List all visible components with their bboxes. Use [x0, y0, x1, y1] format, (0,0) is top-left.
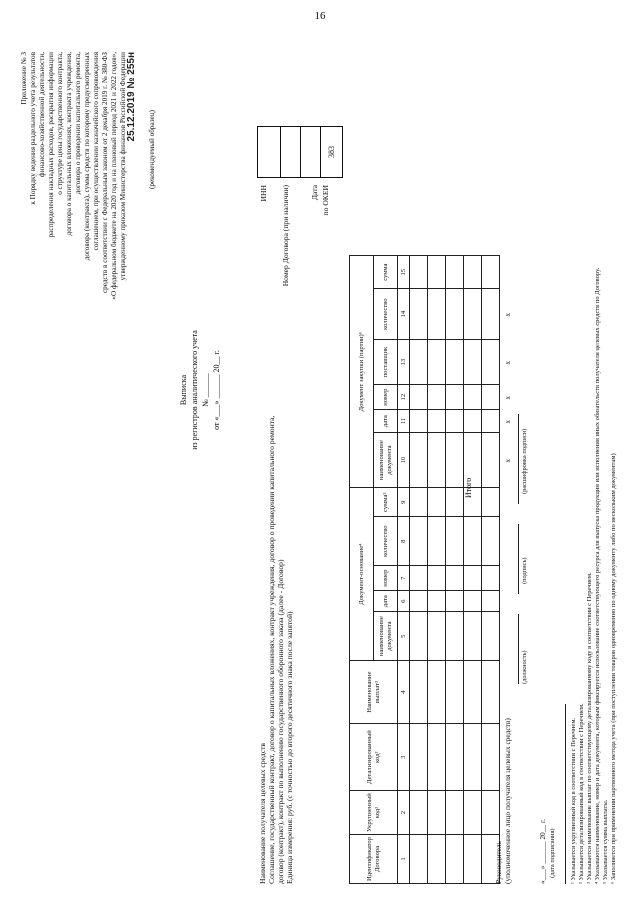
- column-number: 3: [398, 724, 410, 791]
- footnote-divider: [565, 704, 566, 884]
- col-payment-name: Наименование выплат³: [350, 661, 398, 724]
- column-number-row: [398, 256, 410, 884]
- annex-line: о структуре цены государственного контракта,: [56, 52, 64, 195]
- footnote: ⁴ Указываются наименование, номер и дата документа, которым фиксируется использование соответствующего ресурса для выпуска продукции или исполнения иных обязательств получателя целевых средств по Договору.: [593, 267, 601, 884]
- column-number: 2: [398, 791, 410, 835]
- col-contract-id: Идентификатор Договора: [350, 834, 398, 883]
- total-mark: х: [504, 459, 512, 463]
- annex-line: к Порядку ведения раздельного учета результатов: [29, 52, 37, 205]
- col-purchase-sum: сумма: [374, 256, 398, 289]
- inn-label: ИНН: [259, 185, 268, 202]
- total-mark: х: [504, 313, 512, 317]
- col-basis-sum: сумма⁵: [374, 488, 398, 517]
- annex-line: финансово-хозяйственной деятельности,: [38, 52, 46, 178]
- contract-number-label: Номер Договора (при наличии): [281, 185, 290, 287]
- col-basis-name: наименование документа: [374, 612, 398, 661]
- footnote: ⁵ Указывается сумма выплаты.: [601, 799, 609, 884]
- total-mark: х: [504, 420, 512, 424]
- column-number: 15: [398, 256, 410, 289]
- total-label: Итого: [464, 477, 473, 498]
- agreement-line-2: договор (контракт), контракт по выполнению государственного оборонного заказа (далее - Договор): [276, 559, 285, 884]
- col-basis-date: дата: [374, 591, 398, 612]
- decoding-caption: (расшифровка подписи): [521, 428, 528, 494]
- head-label: Руководитель: [494, 841, 503, 884]
- contract-number-cell: [300, 127, 321, 177]
- col-basis-number: номер: [374, 566, 398, 591]
- footnotes: [570, 44, 617, 884]
- codes-box: [257, 126, 343, 178]
- table-row: [464, 256, 482, 884]
- col-purchase-doc: Документ закупки (партии)⁶: [350, 256, 374, 488]
- sign-date-caption: (дата подписания): [549, 828, 556, 878]
- annex-line: распределения накладных расходов, раскрытия информации: [47, 52, 55, 238]
- recipient-label: Наименование получателя целевых средств: [258, 743, 267, 884]
- col-purchase-qty: количество: [374, 289, 398, 340]
- signature-caption: (подпись): [521, 557, 528, 584]
- sample-note: (рекомендуемый образец): [148, 110, 156, 190]
- col-group-code: Укрупненный код¹: [350, 791, 398, 835]
- column-number: 10: [398, 433, 410, 488]
- footnote: ¹ Указывается укрупненный код в соответствии с Перечнем.: [570, 717, 577, 884]
- total-mark: х: [504, 396, 512, 400]
- column-number: 6: [398, 591, 410, 612]
- col-purchase-name: наименование документа: [374, 433, 398, 488]
- column-number: 9: [398, 488, 410, 517]
- inn-cell: [280, 127, 301, 177]
- col-detail-code: Детализированный код²: [350, 724, 398, 791]
- column-number: 14: [398, 289, 410, 340]
- agreement-line-1: Соглашение, государственный контракт, договор о капитальных вложениях, контракт учреждения, договор о проведении капитального ремонта,: [267, 415, 276, 884]
- units-line: Единица измерения: руб. (с точностью до второго десятичного знака после запятой): [285, 611, 294, 884]
- column-number: 7: [398, 566, 410, 591]
- table-row: [428, 256, 446, 884]
- annex-line: соглашением, при осуществлении казначейского сопровождения: [92, 52, 100, 251]
- footnote: ² Указывается детализированный код в соответствии с Перечнем.: [577, 703, 585, 884]
- footnote: ⁶ Заполняется при применении партионного метода учета (при поступлении товаров одновременно по одному документу либо по нескольким документам): [609, 453, 617, 884]
- sign-date: «___» ______ 20__ г.: [538, 818, 547, 884]
- okei-label: по ОКЕИ: [321, 185, 330, 216]
- document-fields: [258, 284, 294, 884]
- position-caption: (должность): [521, 650, 528, 684]
- annex-line: договора о капитальных вложениях, контракта учреждения,: [65, 52, 73, 236]
- document-title: [178, 290, 222, 490]
- total-mark: х: [504, 361, 512, 365]
- title-heading: Выписка: [179, 374, 188, 406]
- column-number: 8: [398, 517, 410, 566]
- table-row: [410, 256, 428, 884]
- table-row: [446, 256, 464, 884]
- col-basis-doc: Документ-основание⁴: [350, 488, 374, 661]
- column-number: 1: [398, 834, 410, 883]
- column-number: 11: [398, 410, 410, 433]
- annex-line: договора о проведении капитального ремонта,: [74, 52, 82, 195]
- annex-line: договора (контракта), сумма средств по которому предусмотренных: [83, 52, 91, 261]
- annex-line: средств в соответствии с Федеральным законом от 2 декабря 2019 г. № 380-ФЗ: [101, 52, 109, 294]
- footnote: ³ Указывается наименование выплат по соответствующему детализированному коду в соответствии с Перечнем.: [585, 572, 593, 884]
- annex-date-stamp: 25.12.2019 № 255н: [126, 52, 137, 142]
- registry-table: [349, 255, 500, 884]
- column-number: 12: [398, 385, 410, 410]
- column-number: 4: [398, 661, 410, 724]
- col-purchase-date: дата: [374, 410, 398, 433]
- col-purchase-number: номер: [374, 385, 398, 410]
- title-date: от «___» ______ 20__ г.: [212, 350, 221, 430]
- title-subheading: из регистров аналитического учета: [190, 330, 199, 450]
- annex-line: утвержденному приказом Министерства финансов Российской Федерации: [119, 52, 127, 281]
- annex-line: Приложение № 3: [20, 52, 28, 105]
- title-number: № ______: [201, 373, 210, 407]
- rotated-document: [10, 40, 630, 890]
- column-number: 13: [398, 340, 410, 385]
- col-purchase-supplier: поставщик: [374, 340, 398, 385]
- annex-line: «О федеральном бюджете на 2020 год и на плановый период 2021 и 2022 годов»,: [110, 52, 118, 300]
- page-number: 16: [314, 10, 326, 22]
- column-number: 5: [398, 612, 410, 661]
- head-sublabel: (уполномоченное лицо получателя целевых средств): [503, 718, 512, 884]
- col-basis-qty: количество: [374, 517, 398, 566]
- date-label: Дата: [310, 185, 319, 201]
- okei-value: 383: [320, 127, 343, 177]
